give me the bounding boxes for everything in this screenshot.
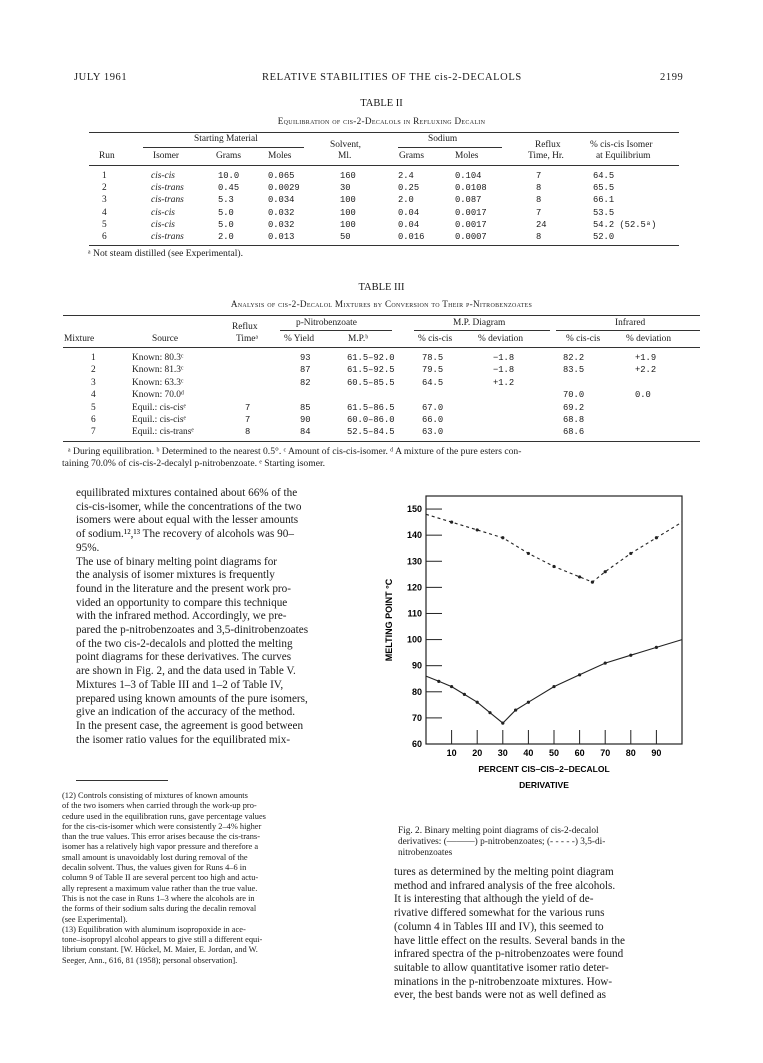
table3-cell: 83.5	[563, 365, 585, 376]
table3-ir: Infrared	[615, 318, 646, 328]
data-point	[463, 693, 466, 696]
data-point	[527, 701, 530, 704]
table3-cell: 85	[300, 402, 311, 413]
table2-bottom-rule	[89, 245, 679, 246]
data-point	[578, 673, 581, 676]
data-point	[655, 536, 658, 539]
table2-cell: 8	[536, 183, 542, 194]
y-tick-label: 80	[411, 686, 422, 697]
paragraph-line: point diagrams for these derivatives. The curves	[76, 651, 292, 664]
data-point	[552, 565, 555, 568]
table2-col-run: Run	[99, 151, 115, 161]
table3-cell: 0.0	[635, 390, 651, 401]
footnote-line: small amount is unavoidably lost during removal of the	[62, 852, 248, 862]
table2-col-na-moles: Moles	[455, 151, 479, 161]
table3-cell: 61.5–92.0	[347, 353, 395, 363]
table2-cell: 0.034	[268, 195, 295, 206]
data-point	[450, 521, 453, 524]
header-running-title: RELATIVE STABILITIES OF THE cis-2-DECALOLS	[262, 72, 522, 83]
table3-cell: 61.5–86.5	[347, 402, 395, 413]
caption-line: derivatives: (———) p-nitrobenzoates; (- - - - -) 3,5-di-	[398, 837, 606, 847]
data-point	[437, 680, 440, 683]
plot-series	[426, 514, 682, 724]
footnote-line: librium constant. [W. Hückel, M. Maier, E. Jordan, and W.	[62, 945, 258, 955]
table3-cell: 8	[245, 427, 251, 438]
table3-cell: Known: 81.3ᶜ	[132, 365, 184, 376]
header-date: JULY 1961	[74, 72, 128, 83]
footnote-line: (13) Equilibration with aluminum isopropoxide in ace-	[62, 924, 246, 934]
table2-cell: 8	[536, 232, 542, 242]
table2-top-rule	[89, 132, 679, 133]
data-point	[629, 552, 632, 555]
table2-col-grams: Grams	[216, 151, 241, 161]
paragraph-line: minations in the p-nitrobenzoate mixtures. How-	[394, 975, 613, 988]
table2-cell: 6	[102, 232, 107, 242]
footnote-line: (12) Controls consisting of mixtures of known amounts	[62, 791, 248, 800]
paragraph-line: Mixtures 1–3 of Table III and 1–2 of Table IV,	[76, 678, 284, 691]
table2-cell: 2.0	[218, 232, 234, 242]
table2-cell: 2.0	[398, 195, 414, 206]
table2-sodium: Sodium	[428, 134, 458, 144]
y-tick-label: 130	[406, 556, 422, 567]
data-point	[527, 552, 530, 555]
table2-cell: 1	[102, 171, 107, 181]
table2-col-na-grams: Grams	[399, 151, 424, 161]
table2-cell: 54.2 (52.5ᵃ)	[593, 219, 657, 230]
table3-cell: 68.6	[563, 427, 585, 438]
body-text-left	[76, 487, 376, 747]
figure-caption	[398, 826, 698, 859]
table2-reflux: Reflux	[535, 140, 561, 150]
table3-cell: 93	[300, 353, 311, 363]
footnote-line: cedure used in the equilibration runs, gave percentage values	[62, 811, 266, 821]
table2-cell: 3	[102, 195, 107, 206]
table3-cell: 67.0	[422, 402, 444, 413]
table2-cell: 0.032	[268, 207, 295, 218]
table3-cell: +2.2	[635, 365, 657, 376]
paragraph-line: method and infrared analysis of the free alcohols.	[394, 879, 616, 892]
table3-col-source: Source	[152, 334, 179, 344]
table3-cell: +1.9	[635, 353, 657, 363]
table2-cell: 0.45	[218, 183, 240, 194]
table3-col-ir-dev: % deviation	[626, 334, 672, 344]
table3-footnote-2: taining 70.0% of cis-cis-2-decalyl p-nitrobenzoate. ᵉ Starting isomer.	[62, 458, 326, 469]
table3-col-mp-dev: % deviation	[478, 334, 524, 344]
table3-col-mp: M.P.ᵇ	[348, 334, 369, 344]
table2-cell: 64.5	[593, 171, 615, 181]
header-page-number: 2199	[660, 72, 684, 83]
table2-cell: 5	[102, 219, 107, 230]
table2-cell: 4	[102, 207, 107, 218]
table2-cell: 10.0	[218, 171, 240, 181]
table3-cell: +1.2	[493, 377, 515, 388]
footnote-line: than the true values. This error arises because the cis-trans-	[62, 832, 260, 842]
footnote-line: decalin solvent. Thus, the values given for Runs 4–6 in	[62, 863, 247, 873]
footnote-line: tone–isopropyl alcohol appears to give still a different equi-	[62, 935, 263, 945]
footnote-line: the forms of their sodium salts during the decalin removal	[62, 904, 257, 914]
table2-cell: 0.0108	[455, 183, 487, 194]
table2-cell: 100	[340, 219, 356, 230]
table3-cell: 69.2	[563, 402, 585, 413]
paragraph-line: cis-cis-isomer, while the concentrations of the two	[76, 500, 302, 513]
data-point	[501, 722, 504, 725]
x-axis-label-2: DERIVATIVE	[519, 780, 569, 790]
table2-cell: 160	[340, 171, 356, 181]
footnote-line: ally represent a maximum value rather than the true value.	[62, 883, 258, 893]
table2-cell: 5.0	[218, 207, 234, 218]
body-text-right	[394, 866, 697, 1003]
table3-cell: 7	[245, 415, 251, 425]
data-point	[450, 685, 453, 688]
table3-cell: 3	[91, 377, 96, 388]
table2-cell: 100	[340, 207, 356, 218]
table3-cell: 90	[300, 415, 311, 425]
table3-cell: 60.5–85.5	[347, 377, 395, 388]
table2-col-time: Time, Hr.	[528, 151, 564, 161]
table3-mp-rule	[414, 330, 550, 331]
y-tick-label: 100	[406, 634, 422, 645]
paragraph-line: tures as determined by the melting point diagram	[394, 866, 614, 878]
data-point	[476, 528, 479, 531]
table2-cell: 30	[340, 183, 351, 194]
x-tick-label: 70	[600, 748, 611, 758]
x-tick-label: 60	[574, 748, 585, 758]
table3-pnb-rule	[280, 330, 392, 331]
table2-cell: 0.087	[455, 195, 482, 206]
table3-cell: 61.5–92.5	[347, 365, 395, 376]
table2-cell: 5.3	[218, 195, 234, 206]
table2-starting-material: Starting Material	[194, 134, 258, 144]
x-tick-label: 50	[548, 748, 560, 758]
table3-cell: Equil.: cis-cisᵉ	[132, 402, 186, 413]
table3-cell: 1	[91, 353, 96, 363]
caption-line: nitrobenzoates	[398, 848, 453, 858]
table2-cell: 53.5	[593, 207, 615, 218]
table2-cell: 2	[102, 183, 107, 194]
table2-cell: cis-cis	[151, 207, 175, 218]
table2-isomer-pct: % cis-cis Isomer	[590, 140, 653, 150]
table3-col-yield: % Yield	[284, 334, 315, 344]
paragraph-line: with the infrared method. Accordingly, we pre-	[76, 610, 287, 623]
table2-head-rule	[89, 165, 679, 166]
table3-bottom-rule	[63, 441, 700, 442]
table2-caption: Equilibration of cis-2-Decalols in Refluxing Decalin	[277, 116, 486, 126]
table3-cell: 82	[300, 377, 311, 388]
data-point	[655, 646, 658, 649]
table2-label: TABLE II	[360, 98, 403, 109]
table3-mp: M.P. Diagram	[453, 318, 506, 328]
paragraph-line: 95%.	[76, 541, 100, 554]
x-tick-label: 40	[523, 748, 534, 758]
paragraph-line: The use of binary melting point diagrams for	[76, 555, 278, 568]
table3-cell: 70.0	[563, 390, 585, 401]
y-tick-label: 140	[406, 530, 422, 541]
table3-head-rule	[63, 347, 700, 348]
y-axis-label: MELTING POINT °C	[384, 578, 394, 662]
table3-cell: Known: 70.0ᵈ	[132, 390, 184, 401]
paragraph-line: prepared using known amounts of the pure isomers,	[76, 692, 308, 705]
table2-cell: 0.104	[455, 171, 482, 181]
data-point	[476, 701, 479, 704]
table2-cell: 65.5	[593, 183, 615, 194]
paragraph-line: pared the p-nitrobenzoates and 3,5-dinitrobenzoates	[76, 624, 309, 637]
table3-footnote-1: ᵃ During equilibration. ᵇ Determined to the nearest 0.5°. ᶜ Amount of cis-cis-isomer. ᵈ A mixture of the pure esters con-	[68, 446, 522, 457]
footnote-line: column 9 of Table II are several percent too high and actu-	[62, 873, 259, 883]
table2-cell: cis-cis	[151, 171, 175, 181]
table3-cell: 64.5	[422, 377, 444, 388]
table2-cell: 66.1	[593, 195, 615, 206]
table2-sm-rule	[143, 147, 304, 148]
x-tick-label: 30	[497, 748, 508, 758]
x-axis-label: PERCENT CIS–CIS–2–DECALOL	[478, 764, 610, 774]
y-tick-label: 90	[411, 660, 422, 671]
x-tick-label: 80	[625, 748, 636, 758]
table3-cell: 60.0–86.0	[347, 415, 395, 425]
paragraph-line: equilibrated mixtures contained about 66% of the	[76, 487, 298, 499]
table2-cell: 50	[340, 232, 351, 242]
paragraph-line: infrared spectra of the p-nitrobenzoates were found	[394, 948, 624, 961]
footnote-line: for the cis-cis-isomer which were consistently 2–4% higher	[62, 821, 262, 831]
table3-cell: 7	[245, 402, 251, 413]
table2-cell: 2.4	[398, 171, 414, 181]
table2-cell: cis-cis	[151, 219, 175, 230]
table3-label: TABLE III	[358, 282, 405, 293]
table3-reflux: Reflux	[232, 322, 258, 332]
table2-cell: 7	[536, 171, 542, 181]
table3-top-rule	[63, 315, 700, 316]
table3-cell: Known: 63.3ᶜ	[132, 377, 184, 388]
table2-sodium-rule	[398, 147, 502, 148]
table2-cell: 0.016	[398, 232, 425, 242]
footnote-line: This is not the case in Runs 1–3 where the alcohols are in	[62, 893, 255, 903]
data-point	[578, 575, 581, 578]
table3-cell: Equil.: cis-transᵉ	[132, 427, 194, 438]
table2-cell: 0.032	[268, 219, 295, 230]
paragraph-line: the analysis of isomer mixtures is frequently	[76, 569, 275, 582]
table3-cell: 7	[91, 427, 96, 438]
table2-cell: 5.0	[218, 219, 234, 230]
table3-col-mp-cis: % cis-cis	[418, 334, 453, 344]
caption-line: Fig. 2. Binary melting point diagrams of cis-2-decalol	[398, 826, 599, 836]
paragraph-line: suitable to allow quantitative isomer ratio deter-	[394, 961, 609, 974]
table3-cell: 84	[300, 427, 311, 438]
data-point	[488, 711, 491, 714]
x-tick-label: 20	[472, 748, 483, 758]
paragraph-line: vided an opportunity to compare this technique	[76, 596, 288, 609]
footnote-line: isomer has a relatively high vapor pressure and therefore a	[62, 842, 259, 852]
footnote-line: (see Experimental).	[62, 914, 128, 924]
table3-cell: 79.5	[422, 365, 444, 376]
table3-cell: 87	[300, 365, 311, 376]
data-point	[604, 661, 607, 664]
table3-cell: Known: 80.3ᶜ	[132, 353, 184, 363]
paragraph-line: of sodium.¹²,¹³ The recovery of alcohols was 90–	[76, 528, 294, 541]
data-point	[629, 654, 632, 657]
x-tick-label: 10	[446, 748, 457, 758]
table3-cell: 6	[91, 415, 96, 425]
footnote-line: of the two isomers when carried through the work-up pro-	[62, 801, 257, 811]
table3-cell: 63.0	[422, 427, 444, 438]
table2-cell: cis-trans	[151, 183, 184, 194]
table2-footnote: ᵃ Not steam distilled (see Experimental).	[88, 248, 244, 259]
paragraph-line: (column 4 in Tables III and IV), this seemed to	[394, 920, 604, 933]
table2-cell: 0.0029	[268, 183, 300, 194]
table3-cell: 68.8	[563, 415, 585, 425]
paragraph-line: In the present case, the agreement is good between	[76, 719, 304, 732]
table2-col-ml: Ml.	[338, 151, 352, 161]
table3-cell: −1.8	[493, 365, 515, 376]
paragraph-line: have little effect on the results. Several bands in the	[394, 934, 625, 947]
table3-col-time: Timeᵃ	[236, 334, 259, 344]
data-point	[591, 581, 594, 584]
y-tick-label: 60	[411, 739, 422, 749]
nitrobenzoate-curve	[426, 640, 682, 724]
paragraph-line: ever, the best bands were not as well defined as	[394, 989, 607, 1002]
table3-pnb: p-Nitrobenzoate	[296, 318, 357, 328]
paragraph-line: are shown in Fig. 2, and the data used in Table V.	[76, 665, 296, 678]
paragraph-line: It is interesting that although the yield of de-	[394, 893, 594, 906]
table3-cell: Equil.: cis-cisᵉ	[132, 415, 186, 425]
footnotes-left	[62, 791, 378, 966]
table2-cell: 0.0007	[455, 232, 487, 242]
paragraph-line: the isomer ratio values for the equilibrated mix-	[76, 733, 291, 746]
table2-cell: 52.0	[593, 232, 615, 242]
table3-col-mixture: Mixture	[64, 334, 95, 344]
table2-col-isomer: Isomer	[153, 151, 180, 161]
data-point	[514, 708, 517, 711]
table3-cell: 66.0	[422, 415, 444, 425]
table3-ir-rule	[556, 330, 700, 331]
table2-cell: 8	[536, 195, 542, 206]
table3-cell: 5	[91, 402, 96, 413]
footnote-separator	[76, 780, 168, 781]
table3-cell: 78.5	[422, 353, 444, 363]
table3-col-ir-cis: % cis-cis	[566, 334, 601, 344]
data-point	[552, 685, 555, 688]
x-tick-label: 90	[651, 748, 662, 758]
table3-caption: Analysis of cis-2-Decalol Mixtures by Conversion to Their p-Nitrobenzoates	[230, 299, 533, 309]
table2-col-moles: Moles	[268, 151, 292, 161]
melting-point-chart	[380, 488, 698, 798]
table3-cell: 4	[91, 390, 96, 401]
table2-cell: 0.0017	[455, 219, 487, 230]
table2-cell: 0.013	[268, 232, 295, 242]
table2-cell: 0.065	[268, 171, 295, 181]
table2-cell: 100	[340, 195, 356, 206]
table2-solvent: Solvent,	[330, 140, 361, 150]
paragraph-line: of the two cis-2-decalols and plotted the melting	[76, 637, 293, 650]
y-tick-label: 70	[411, 712, 422, 723]
paragraph-line: rivative differed somewhat for the various runs	[394, 907, 605, 920]
table2-cell: 24	[536, 219, 547, 230]
y-tick-label: 150	[406, 504, 422, 515]
table2-cell: 0.04	[398, 219, 420, 230]
y-axis	[407, 504, 442, 749]
table3-cell: 52.5–84.5	[347, 427, 395, 438]
table2-cell: 0.04	[398, 207, 420, 218]
dinitrobenzoate-curve	[426, 514, 682, 582]
data-point	[604, 570, 607, 573]
table3-cell: 82.2	[563, 353, 585, 363]
paragraph-line: give an indication of the accuracy of the method.	[76, 706, 296, 719]
paragraph-line: found in the literature and the present work pro-	[76, 582, 291, 595]
y-tick-label: 120	[406, 582, 422, 593]
table2-cell: 0.25	[398, 183, 420, 194]
table3-cell: −1.8	[493, 353, 515, 363]
table2-cell: cis-trans	[151, 232, 184, 242]
plot-frame	[426, 496, 682, 744]
table2-cell: cis-trans	[151, 195, 184, 206]
footnote-line: Seeger, Ann., 616, 81 (1958); personal observation].	[62, 955, 238, 965]
table3-cell: 2	[91, 365, 96, 376]
data-point	[501, 536, 504, 539]
table2-cell: 0.0017	[455, 207, 487, 218]
y-tick-label: 110	[407, 608, 422, 619]
table2-col-equil: at Equilibrium	[596, 151, 651, 161]
table2-cell: 7	[536, 207, 542, 218]
paragraph-line: isomers were about equal with the lesser amounts	[76, 514, 299, 527]
